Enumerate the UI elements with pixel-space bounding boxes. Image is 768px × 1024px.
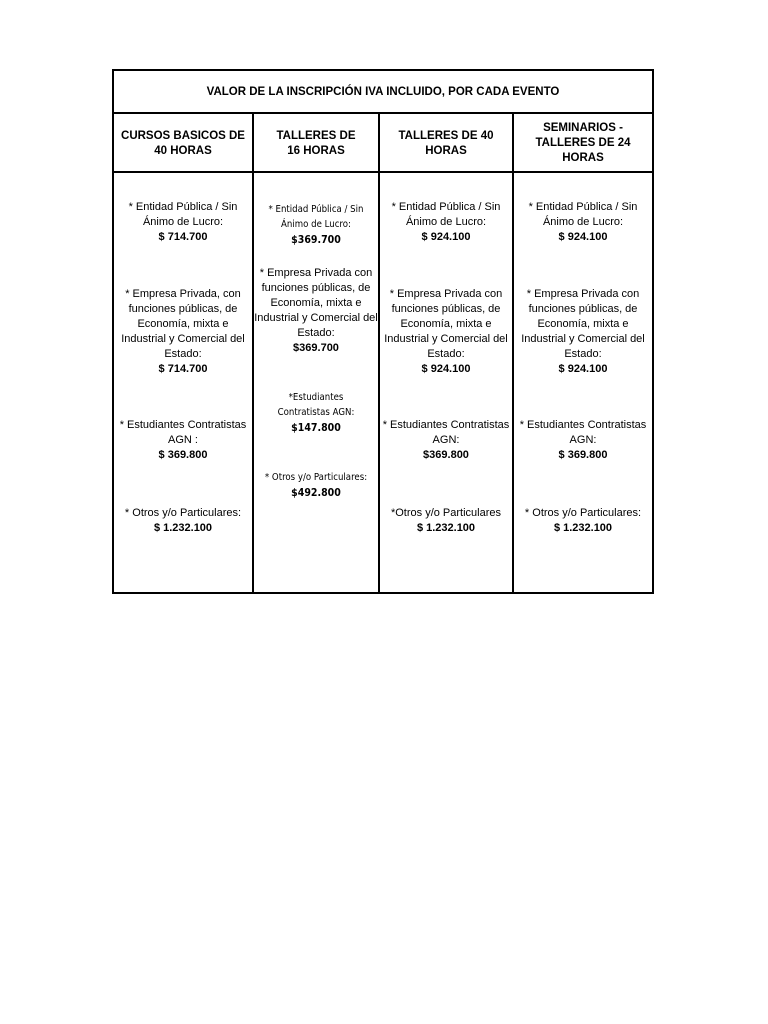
entry-label: * Estudiantes Contratistas AGN: [382,419,510,446]
entry-price: $369.800 [423,449,469,461]
entry-label: * Empresa Privada con funciones públicas, de Economía, mixta e Industrial y Comercial del Estado: [254,267,378,339]
column-header-talleres-16 [254,116,378,171]
entry-label: * Empresa Privada con funciones públicas, de Economía, mixta e Industrial y Comercial del Estado: [521,288,645,360]
header-line: TALLERES DE 24 [535,137,631,149]
header-line: SEMINARIOS - [543,122,623,134]
entry-price: $ 369.800 [558,449,608,461]
entry-price: $ 1.232.100 [553,522,613,534]
price-entry [116,506,250,536]
header-line: HORAS [562,152,604,164]
header-line: 16 HORAS [287,144,345,157]
price-entry [263,390,370,435]
entry-price: $ 924.100 [421,363,471,375]
header-line: TALLERES DE 40 [398,129,494,142]
entry-price: $369.700 [291,233,341,246]
entry-label: * Estudiantes Contratistas AGN: [519,419,647,446]
entry-label: *Estudiantes Contratistas AGN: [277,392,355,418]
entry-label: * Entidad Pública / Sin Ánimo de Lucro: [128,201,238,228]
price-table [112,69,654,594]
entry-price: $ 924.100 [421,231,471,243]
entry-label: * Empresa Privada, con funciones públicas, de Economía, mixta e Industrial y Comercial del Estado: [121,288,245,360]
entry-label: *Otros y/o Particulares [390,507,502,519]
price-entry [116,418,250,463]
price-entry [380,200,512,245]
table-title: VALOR DE LA INSCRIPCIÓN IVA INCLUIDO, POR CADA EVENTO [114,71,652,114]
header-line: CURSOS BASICOS DE [121,129,245,142]
entry-price: $369.700 [293,342,339,354]
price-entry [514,506,652,536]
price-entry [116,287,250,377]
price-entry [263,470,370,500]
price-entry [514,418,652,463]
header-line: HORAS [425,144,467,157]
header-divider [114,171,652,173]
price-entry [514,287,652,377]
entry-label: * Otros y/o Particulares: [124,507,242,519]
header-line: TALLERES DE [276,129,356,142]
entry-label: * Entidad Pública / Sin Ánimo de Lucro: [528,201,638,228]
entry-price: $ 924.100 [558,363,608,375]
entry-price: $ 714.700 [158,231,208,243]
entry-label: * Otros y/o Particulares: [524,507,642,519]
entry-price: $ 1.232.100 [416,522,476,534]
entry-price: $147.800 [291,421,341,434]
price-entry [263,202,370,247]
column-header-seminarios [514,116,652,171]
entry-price: $ 714.700 [158,363,208,375]
entry-label: * Entidad Pública / Sin Ánimo de Lucro: [268,204,364,230]
price-entry [116,200,250,245]
price-entry [380,506,512,536]
entry-price: $ 369.800 [158,449,208,461]
price-entry [380,287,512,377]
column-header-cursos-basicos [114,116,252,171]
entry-price: $492.800 [291,486,341,499]
header-line: 40 HORAS [154,144,212,157]
price-entry [254,266,378,356]
price-entry [514,200,652,245]
column-header-talleres-40 [380,116,512,171]
entry-label: * Estudiantes Contratistas AGN : [119,419,247,446]
entry-price: $ 924.100 [558,231,608,243]
entry-label: * Otros y/o Particulares: [264,472,368,483]
entry-label: * Empresa Privada con funciones públicas, de Economía, mixta e Industrial y Comercial del Estado: [384,288,508,360]
entry-price: $ 1.232.100 [153,522,213,534]
entry-label: * Entidad Pública / Sin Ánimo de Lucro: [391,201,501,228]
price-entry [380,418,512,463]
